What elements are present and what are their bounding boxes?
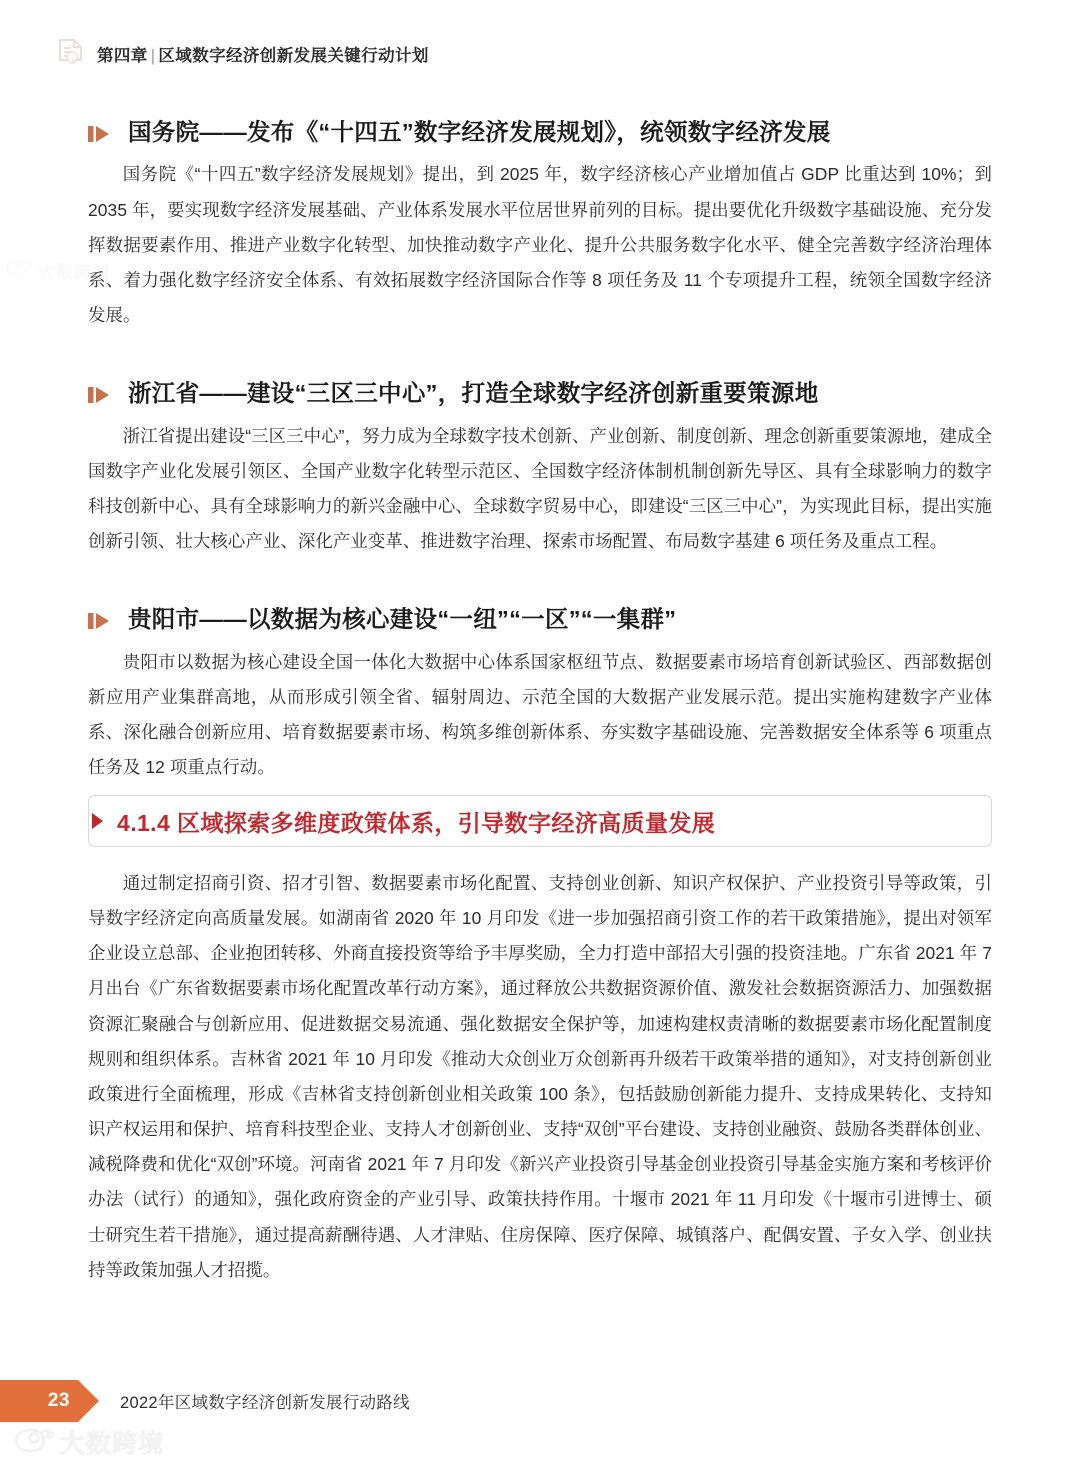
subsection-body-2: 贵阳市以数据为核心建设全国一体化大数据中心体系国家枢纽节点、数据要素市场培育创新试验区、西部数据创新应用产业集群高地，从而形成引领全省、辐射周边、示范全国的大数据产业发展示范。提出实施构建数字产业体系、深化融合创新应用、培育数据要素市场、构筑多维创新体系、夯实数字基础设施、完善数据安全体系等 6 项重点任务及 12 项重点行动。: [88, 651, 992, 777]
footer-title: 2022年区域数字经济创新发展行动路线: [120, 1394, 410, 1412]
page-number-tab: [0, 1380, 78, 1422]
main-paragraph-text: 通过制定招商引资、招才引智、数据要素市场化配置、支持创业创新、知识产权保护、产业投资引导等政策，引导数字经济定向高质量发展。如湖南省 2020 年 10 月印发《进一步加强招商引资工作的若干政策措施》，提出对领军企业设立总部、企业抱团转移、外商直接投资等给予丰厚奖励，全力打造中部招大引强的投资洼地。广东省 2021 年 7 月出台《广东省数据要素市场化配置改革行动方案》，通过释放公共数据资源价值、激发社会数据资源活力、加强数据资源汇聚融合与创新应用、促进数据交易流通、强化数据安全保护等，加速构建权责清晰的数据要素市场化配置制度规则和组织体系。吉林省 2021 年 10 月印发《推动大众创业万众创新再升级若干政策举措的通知》，对支持创新创业政策进行全面梳理，形成《吉林省支持创新创业相关政策 100 条》，包括鼓励创新能力提升、支持成果转化、支持知识产权运用和保护、培育科技型企业、支持人才创新创业、支持“双创”平台建设、支持创业融资、鼓励各类群体创业、减税降费和优化“双创”环境。河南省 2021 年 7 月印发《新兴产业投资引导基金创业投资引导基金实施方案和考核评价办法（试行）的通知》，强化政府资金的产业引导、政策扶持作用。十堰市 2021 年 11 月印发《十堰市引进博士、硕士研究生若干措施》，通过提高薪酬待遇、人才津贴、住房保障、医疗保障、城镇落户、配偶安置、子女入学、创业扶持等政策加强人才招揽。: [88, 873, 992, 1280]
eye-logo-icon: [14, 1428, 54, 1457]
header-breadcrumb: [97, 42, 429, 66]
watermark-bottom: [14, 1424, 164, 1460]
page-header: [56, 38, 429, 70]
page-number: 23: [47, 1390, 70, 1411]
section-title-box: [88, 795, 992, 847]
main-paragraph-block: [88, 866, 992, 1288]
subsection-heading-text-2: 贵阳市——以数据为核心建设“一纽”“一区”“一集群”: [128, 606, 677, 633]
subsection-heading-1: [88, 379, 992, 408]
section-title-text: 4.1.4 区域探索多维度政策体系，引导数字经济高质量发展: [117, 809, 716, 836]
double-triangle-icon: [88, 610, 114, 632]
header-chapter: 第四章: [97, 47, 148, 65]
subsection-heading-2: [88, 605, 992, 634]
eye-logo-icon: [6, 260, 32, 281]
watermark-text-left: 大数跨境: [38, 263, 110, 282]
subsection-heading-0: [88, 118, 992, 147]
subsection-body-0: 国务院《“十四五”数字经济发展规划》提出，到 2025 年，数字经济核心产业增加值占 GDP 比重达到 10%；到 2035 年，要实现数字经济发展基础、产业体系发展水平位居世界前列的目标。提出要优化升级数字基础设施、充分发挥数据要素作用、推进产业数字化转型、加快推动数字产业化、提升公共服务数字化水平、健全完善数字经济治理体系、着力强化数字经济安全体系、有效拓展数字经济国际合作等 8 项任务及 11 个专项提升工程，统领全国数字经济发展。: [88, 164, 992, 325]
subsection-heading-text-1: 浙江省——建设“三区三中心”，打造全球数字经济创新重要策源地: [128, 380, 819, 407]
section-title-box-wrapper: [88, 795, 992, 847]
document-check-icon: [56, 38, 86, 70]
subsection-body-1: 浙江省提出建设“三区三中心”，努力成为全球数字技术创新、产业创新、制度创新、理念创新重要策源地，建成全国数字产业化发展引领区、全国产业数字化转型示范区、全国数字经济体制机制创新先导区、具有全球影响力的数字科技创新中心、具有全球影响力的新兴金融中心、全球数字贸易中心，即建设“三区三中心”，为实现此目标，提出实施创新引领、壮大核心产业、深化产业变革、推进数字治理、探索市场配置、布局数字基建 6 项任务及重点工程。: [88, 425, 992, 551]
subsection-heading-text-0: 国务院——发布《“十四五”数字经济发展规划》，统领数字经济发展: [128, 119, 831, 145]
double-triangle-icon: [88, 123, 114, 145]
header-title: 区域数字经济创新发展关键行动计划: [158, 47, 429, 65]
header-separator: |: [150, 47, 156, 65]
watermark-text-bottom: 大数跨境: [60, 1430, 165, 1458]
double-triangle-icon: [88, 384, 114, 406]
main-content: [88, 118, 992, 785]
page-footer: [0, 1380, 1080, 1422]
right-triangle-icon: [92, 813, 103, 829]
